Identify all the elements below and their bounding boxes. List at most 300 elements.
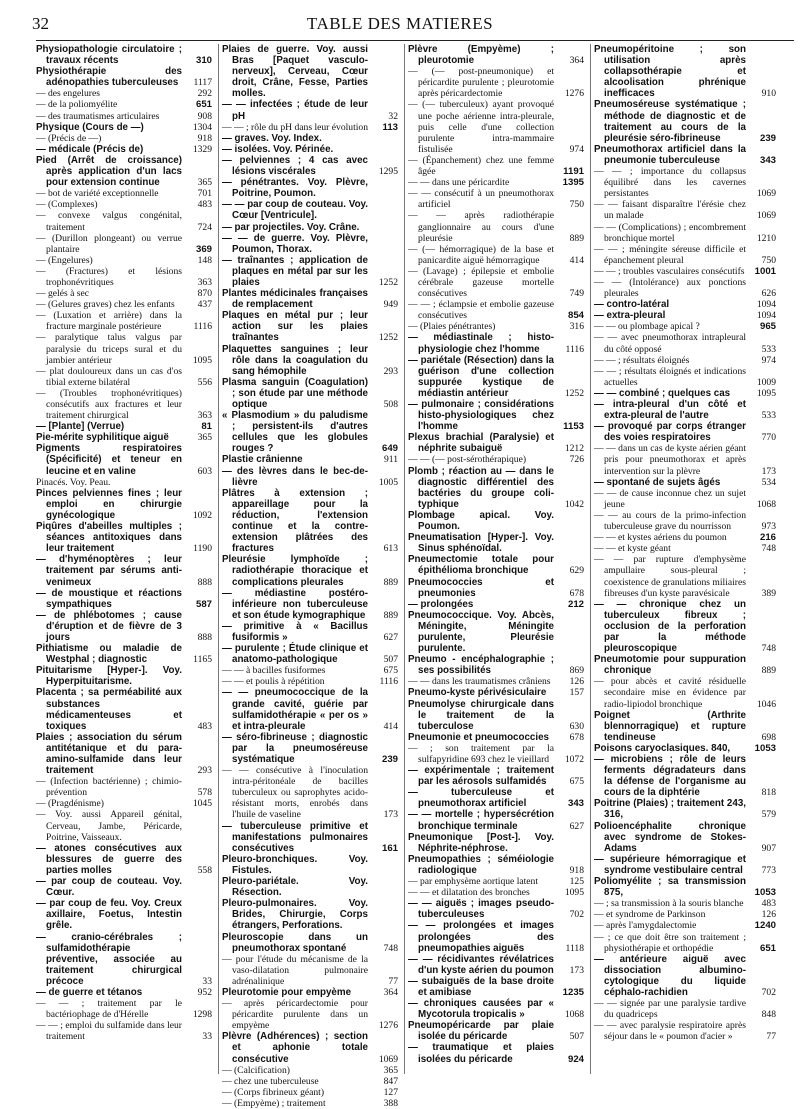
entry-text: — (Épanchement) chez une femme âgée — [408, 154, 554, 178]
entry-text: — par emphysème aortique latent — [408, 876, 539, 888]
entry-text: — — dans un cas de kyste aérien géant pris pour pneumothorax et après intervention sur la plèvre — [594, 443, 746, 477]
entry-text: Poitrine (Plaies) ; traitement 243, 316, — [594, 798, 746, 821]
entry-page-ref: 363 — [197, 276, 212, 288]
entry-text: — et syndrome de Parkinson — [594, 909, 706, 921]
index-entry — [408, 244, 584, 266]
index-entry — [408, 976, 584, 998]
entry-text: Plombage apical. Voy. Poumon. — [408, 509, 554, 533]
index-entry — [222, 255, 398, 288]
entry-text: — — et dilatation des bronches — [408, 887, 530, 899]
index-entry — [222, 621, 398, 643]
index-entry — [222, 199, 398, 221]
index-entry — [222, 665, 398, 676]
entry-page-ref: 908 — [197, 110, 212, 122]
index-entry — [222, 155, 398, 177]
index-entry — [36, 477, 212, 488]
index-entry — [222, 344, 398, 377]
entry-text: — — signée par une paralysie tardive du quadriceps — [594, 998, 746, 1021]
index-entry — [594, 332, 776, 354]
index-entry — [594, 421, 776, 443]
entry-text: Physiopathologie circulatoire ; travaux récents — [36, 44, 182, 67]
index-entry — [222, 133, 398, 144]
index-entry — [222, 687, 398, 731]
entry-page-ref: 1212 — [564, 443, 584, 455]
index-entry — [408, 854, 584, 876]
entry-text: — ; sa transmission à la souris blanche — [594, 898, 744, 910]
entry-page-ref: 1094 — [756, 310, 776, 322]
index-entry — [36, 588, 212, 610]
entry-page-ref: 127 — [383, 1086, 398, 1098]
entry-page-ref: 507 — [569, 1031, 584, 1043]
entry-text: Pneumopathies ; séméiologie radiologique — [408, 853, 554, 876]
entry-page-ref: 748 — [761, 643, 776, 655]
entry-text: — — à bacilles fusiformes — [222, 665, 326, 677]
page-title: TABLE DES MATIERES — [306, 14, 494, 33]
column-divider — [218, 44, 219, 1074]
entry-text: Pie-mérite syphilitique aiguë — [36, 432, 169, 444]
entry-text: — — avec pneumothorax intrapleural du côté opposé — [594, 332, 746, 355]
index-entry — [408, 177, 584, 188]
index-entry — [36, 876, 212, 898]
entry-text: — (Empyème) ; traitement — [222, 1097, 326, 1109]
entry-text: — de phlébotomes ; cause d'éruption et de fièvre de 3 jours — [36, 609, 182, 643]
entry-text: Plastie crânienne — [222, 454, 303, 466]
entry-text: — — au cours de la primo-infection tuberculeuse grave du nourrisson — [594, 509, 746, 533]
index-entry — [408, 577, 584, 599]
index-entry — [408, 676, 584, 687]
entry-page-ref: 748 — [761, 543, 776, 555]
index-entry — [594, 543, 776, 554]
entry-text: — — ; résultats éloignés — [594, 354, 690, 366]
entry-text: Placenta ; sa perméabilité aux substances médicamenteuses et toxiques — [36, 687, 182, 732]
entry-page-ref: 388 — [383, 1097, 398, 1109]
entry-text: Plaies de guerre. Voy. aussi Bras [Paquet vasculo-nerveux], Cerveau, Cœur droit, Crâne, Fesse, Parties molles. — [222, 44, 368, 100]
entry-page-ref: 1210 — [756, 232, 776, 244]
index-entry — [222, 222, 398, 233]
entry-text: — [Plante] (Verrue) — [36, 421, 125, 433]
entry-text: — — ; troubles vasculaires consécutifs — [594, 265, 745, 277]
index-entry — [594, 488, 776, 510]
index-entry — [222, 466, 398, 488]
entry-text: — supérieure hémorragique et syndrome vestibulaire central — [594, 853, 746, 876]
entry-text: Plexus brachial (Paralysie) et néphrite subaiguë — [408, 432, 554, 455]
index-entry — [36, 643, 212, 665]
entry-page-ref: 414 — [383, 720, 398, 732]
entry-page-ref: 678 — [569, 587, 584, 599]
entry-text: Poliomyélite ; sa transmission 875, — [594, 876, 746, 899]
index-entry — [408, 332, 584, 354]
entry-text: Pneumo-kyste périvésiculaire — [408, 687, 547, 699]
entry-page-ref: 173 — [569, 964, 584, 976]
entry-page-ref: 533 — [761, 410, 776, 422]
entry-page-ref: 1053 — [754, 742, 776, 754]
index-entry — [408, 954, 584, 976]
index-entry — [594, 532, 776, 543]
index-entry — [36, 44, 212, 66]
entry-page-ref: 974 — [569, 143, 584, 155]
entry-page-ref: 702 — [569, 909, 584, 921]
entry-page-ref: 293 — [383, 365, 398, 377]
index-entry — [594, 388, 776, 399]
entry-text: Poisons caryoclasiques. 840, — [594, 742, 731, 754]
index-entry — [408, 210, 584, 243]
index-entry — [408, 876, 584, 887]
index-entry — [36, 111, 212, 122]
entry-page-ref: 1118 — [565, 942, 584, 954]
index-entry — [408, 399, 584, 432]
entry-page-ref: 869 — [569, 665, 584, 677]
entry-page-ref: 1240 — [754, 920, 776, 932]
entry-text: — — ou plombage apical ? — [594, 321, 700, 333]
entry-text: — — ; résultats éloignés et indications actuelles — [594, 365, 746, 388]
header-rule — [36, 40, 794, 41]
entry-text: — tuberculeuse primitive et manifestations pulmonaires consécutives — [222, 820, 368, 854]
entry-text: — des engelures — [36, 88, 100, 100]
index-entry — [222, 44, 398, 99]
entry-page-ref: 1252 — [378, 332, 398, 344]
entry-text: — chroniques causées par « Mycotorula tropicalis » — [408, 998, 554, 1021]
entry-page-ref: 750 — [569, 199, 584, 211]
index-entry — [36, 554, 212, 587]
index-entry — [222, 643, 398, 665]
entry-text: — spontané de sujets âgés — [594, 476, 721, 488]
index-entry — [36, 998, 212, 1020]
index-entry — [222, 765, 398, 820]
entry-page-ref: 1191 — [563, 166, 584, 178]
entry-text: — pulmonaire ; considérations histo-physiologiques chez l'homme — [408, 399, 554, 433]
entry-page-ref: 113 — [382, 121, 398, 133]
entry-page-ref: 698 — [761, 731, 776, 743]
entry-text: — — ; rôle du pH dans leur évolution — [222, 121, 369, 133]
entry-text: Plasma sanguin (Coagulation) ; son étude par une méthode optique — [222, 376, 368, 410]
index-entry — [36, 155, 212, 188]
index-entry — [594, 244, 776, 266]
entry-page-ref: 363 — [197, 410, 212, 422]
entry-page-ref: 907 — [761, 842, 776, 854]
index-entry — [594, 554, 776, 598]
entry-page-ref: 870 — [197, 288, 212, 300]
entry-text: — gelés à sec — [36, 288, 90, 300]
index-entry — [594, 399, 776, 421]
entry-text: Pneumoséreuse systématique ; méthode de diagnostic et de traitement au cours de la pleurésie séro-fibrineuse — [594, 99, 746, 144]
entry-page-ref: 1190 — [193, 543, 212, 555]
entry-text: Pleurotomie pour empyème — [222, 986, 352, 998]
index-entry — [36, 610, 212, 643]
entry-page-ref: 651 — [759, 942, 776, 954]
index-entry — [594, 909, 776, 920]
entry-page-ref: 369 — [195, 243, 212, 255]
index-entry — [408, 466, 584, 510]
index-entry — [594, 854, 776, 876]
entry-text: — — ; traitement par le bactériophage de d'Hérelle — [36, 998, 182, 1021]
index-entry — [36, 776, 212, 798]
entry-text: — extra-pleural — [594, 310, 666, 322]
index-entry — [36, 665, 212, 687]
entry-page-ref: 649 — [381, 443, 398, 455]
entry-page-ref: 748 — [383, 942, 398, 954]
index-entry — [36, 421, 212, 432]
index-entry — [36, 310, 212, 332]
entry-text: Pleuro-pulmonaires. Voy. Brides, Chirurgie, Corps étrangers, Perforations. — [222, 898, 368, 932]
index-entry — [408, 432, 584, 454]
entry-page-ref: 239 — [759, 132, 776, 144]
entry-text: Plaques en métal pur ; leur action sur les plaies traînantes — [222, 310, 368, 344]
index-entry — [222, 1087, 398, 1098]
index-entry — [36, 521, 212, 554]
entry-page-ref: 848 — [761, 1009, 776, 1021]
index-entry — [594, 166, 776, 199]
entry-page-ref: 701 — [197, 188, 212, 200]
index-entry — [594, 743, 776, 754]
entry-page-ref: 157 — [569, 687, 584, 699]
entry-page-ref: 364 — [383, 986, 398, 998]
entry-page-ref: 750 — [761, 254, 776, 266]
index-column-2 — [222, 44, 398, 1109]
index-entry — [408, 66, 584, 99]
entry-text: — — consécutive à l'inoculation intra-péritonéale de bacilles tuberculeux ou saprophytes acido-résistant morts, enrobés dans l'huile de vaseline — [222, 765, 368, 821]
entry-page-ref: 847 — [383, 1075, 398, 1087]
entry-page-ref: 924 — [567, 1053, 584, 1065]
entry-page-ref: 365 — [197, 432, 212, 444]
entry-text: Plaquettes sanguines ; leur rôle dans la coagulation du sang hémophile — [222, 343, 368, 377]
entry-page-ref: 965 — [759, 321, 776, 333]
entry-page-ref: 216 — [759, 532, 776, 544]
entry-text: — pour abcès et cavité résiduelle secondaire mise en évidence par radio-lipiodol bronchique — [594, 676, 746, 710]
entry-text: Pied (Arrêt de croissance) après application d'un lacs pour extension continue — [36, 154, 182, 189]
entry-text: — médiastinale ; histo-physiologie chez l'homme — [408, 332, 554, 355]
entry-page-ref: 627 — [383, 631, 398, 643]
entry-text: Pneumococcies et pneumonies — [408, 576, 554, 599]
entry-page-ref: 173 — [383, 809, 398, 821]
entry-text: — microbiens ; rôle de leurs ferments dégradateurs dans la défense de l'organisme au cours de la diphtérie — [594, 754, 746, 799]
index-entry — [36, 88, 212, 99]
entry-page-ref: 126 — [761, 909, 776, 921]
entry-text: — par coup de feu. Voy. Creux axillaire, Foetus, Intestin grêle. — [36, 898, 182, 932]
entry-page-ref: 1395 — [562, 177, 584, 189]
index-entry — [594, 144, 776, 166]
index-entry — [222, 288, 398, 310]
entry-text: Plomb ; réaction au — dans le diagnostic différentiel des bactéries du groupe coli-typhique — [408, 465, 554, 510]
entry-text: — — (Intolérance) aux ponctions pleurales — [594, 276, 746, 300]
entry-page-ref: 32 — [388, 110, 398, 122]
entry-text: Pneumothorax artificiel dans la pneumonie tuberculeuse — [594, 143, 746, 166]
index-entry — [408, 887, 584, 898]
entry-page-ref: 1095 — [192, 354, 212, 366]
entry-page-ref: 1153 — [563, 421, 584, 433]
index-entry — [36, 443, 212, 476]
entry-text: — pour l'étude du mécanisme de la vaso-dilatation pulmonaire adrénalinique — [222, 953, 368, 987]
entry-page-ref: 414 — [569, 254, 584, 266]
entry-page-ref: 587 — [195, 598, 212, 610]
index-entry — [222, 1065, 398, 1076]
entry-text: — chez une tuberculeuse — [222, 1075, 319, 1087]
entry-page-ref: 556 — [197, 376, 212, 388]
entry-page-ref: 507 — [383, 654, 398, 666]
entry-text: Pleuro-pariétale. Voy. Résection. — [222, 876, 368, 899]
index-entry — [408, 599, 584, 610]
index-entry — [36, 366, 212, 388]
index-entry — [594, 310, 776, 321]
index-entry — [222, 676, 398, 687]
entry-text: — — ; importance du collapsus équilibré dans les cavernes persistantes — [594, 166, 746, 200]
entry-text: Pleurésie lymphoïde ; radiothérapie thoracique et complications pleurales — [222, 554, 368, 588]
entry-page-ref: 1068 — [564, 1009, 584, 1021]
index-entry — [36, 144, 212, 155]
entry-page-ref: 973 — [761, 521, 776, 533]
index-entry — [408, 155, 584, 177]
entry-page-ref: 1116 — [193, 321, 212, 333]
entry-page-ref: 212 — [567, 598, 584, 610]
index-entry — [222, 454, 398, 465]
index-entry — [594, 710, 776, 743]
entry-page-ref: 678 — [569, 731, 584, 743]
entry-text: — isolées. Voy. Périnée. — [222, 143, 334, 155]
entry-text: — des traumatismes articulaires — [36, 110, 160, 122]
entry-page-ref: 675 — [383, 665, 398, 677]
index-entry — [408, 554, 584, 576]
index-entry — [594, 932, 776, 954]
entry-text: — atones consécutives aux blessures de guerre des parties molles — [36, 842, 182, 876]
entry-text: — (Pragdénisme) — [36, 798, 104, 810]
entry-page-ref: 952 — [197, 986, 212, 998]
entry-text: — bot de variété exceptionnelle — [36, 188, 159, 200]
entry-text: — (Précis de —) — [36, 132, 102, 144]
index-entry — [594, 44, 776, 99]
entry-text: — médiastine postéro-inférieure non tuberculeuse et son étude kymographique — [222, 587, 368, 621]
entry-text: — plat douloureux dans un cas d'os tibial externe bilatéral — [36, 365, 182, 388]
entry-text: — de la poliomyélite — [36, 99, 118, 111]
index-entry — [408, 1020, 584, 1042]
entry-text: — (— tuberculeux) ayant provoqué une poche aérienne intra-pleurale, puis celle d'une collection purulente intra-mammaire fistulisée — [408, 99, 554, 155]
entry-page-ref: 33 — [202, 1031, 212, 1043]
entry-text: — — consécutif à un pneumothorax artificiel — [408, 188, 554, 211]
index-entry — [594, 355, 776, 366]
index-entry — [36, 99, 212, 110]
entry-page-ref: 770 — [761, 432, 776, 444]
index-entry — [36, 687, 212, 731]
entry-page-ref: 1116 — [565, 343, 584, 355]
index-entry — [222, 854, 398, 876]
entry-page-ref: 1069 — [378, 1053, 398, 1065]
entry-text: — (Calcification) — [222, 1064, 290, 1076]
entry-text: — ; ce que doit être son traitement ; physiothérapie et orthopédie — [594, 931, 746, 954]
index-entry — [222, 488, 398, 555]
index-entry — [594, 876, 776, 898]
index-entry — [222, 932, 398, 954]
index-entry — [36, 288, 212, 299]
entry-text: — paralytique talus valgus par paralysie du triceps sural et du jambier antérieur — [36, 332, 182, 366]
index-entry — [222, 821, 398, 854]
entry-text: — tuberculeuse et pneumothorax artificiel — [408, 787, 554, 810]
entry-text: — (Complexes) — [36, 199, 98, 211]
entry-page-ref: 888 — [197, 576, 212, 588]
entry-text: Plèvre (Empyème) ; pleurotomie — [408, 44, 554, 67]
entry-text: — provoqué par corps étranger des voies respiratoires — [594, 421, 746, 444]
entry-text: — — aiguës ; images pseudo-tuberculeuses — [408, 898, 554, 921]
entry-page-ref: 1298 — [192, 1009, 212, 1021]
index-entry — [222, 954, 398, 987]
entry-text: — (Engelures) — [36, 254, 93, 266]
index-entry — [36, 898, 212, 931]
index-entry — [408, 44, 584, 66]
entry-text: Plèvre (Adhérences) ; section et aphonie totale consécutive — [222, 1031, 368, 1065]
entry-text: Pneumopéritoine ; son utilisation après collapsothérapie et alcoolisation phrénique inefficaces — [594, 44, 746, 100]
entry-text: — Voy. aussi Appareil génital, Cerveau, Jambe, Péricarde, Poitrine, Vaisseaux. — [36, 809, 182, 843]
entry-text: — cranio-cérébrales ; sulfamidothérapie préventive, associée au traitement chirurgical précoce — [36, 931, 182, 987]
entry-text: — — pneumococcique de la grande cavité, guérie par sulfamidothérapie « per os » et intra-pleurale — [222, 687, 368, 732]
index-entry — [408, 787, 584, 809]
index-entry — [408, 732, 584, 743]
entry-text: Pneumococcique. Voy. Abcès, Méningite, Méningite purulente, Pleurésie purulente. — [408, 609, 554, 655]
entry-text: — (Troubles trophonévritiques) consécutifs aux fractures et leur traitement chirurgical — [36, 387, 182, 422]
index-column-3 — [408, 44, 584, 1074]
page-header — [0, 0, 800, 40]
entry-text: — par projectiles. Voy. Crâne. — [222, 221, 360, 233]
entry-text: Pigments respiratoires (Spécificité) et teneur en leucine et en valine — [36, 443, 182, 477]
entry-page-ref: 1046 — [756, 698, 776, 710]
column-divider — [404, 44, 405, 1074]
entry-text: — — ; méningite séreuse difficile et épanchement pleural — [594, 243, 746, 266]
entry-text: Plâtres à extension ; appareillage pour la réduction, l'extension continue et la contre-extension plâtrées des fractures — [222, 487, 368, 555]
entry-text: — — dans une péricardite — [408, 177, 510, 189]
entry-text: Polioencéphalite chronique avec syndrome de Stokes-Adams — [594, 820, 746, 854]
entry-text: — ; son traitement par la sulfapyridine 693 chez le vieillard — [408, 742, 554, 765]
entry-text: — traînantes ; application de plaques en métal par sur les plaies — [222, 254, 368, 288]
entry-text: — après l'amygdalectomie — [594, 920, 697, 932]
index-entry — [222, 144, 398, 155]
index-entry — [36, 1020, 212, 1042]
entry-page-ref: 911 — [383, 454, 398, 466]
entry-page-ref: 1042 — [564, 498, 584, 510]
entry-text: — — combiné ; quelques cas — [594, 387, 731, 399]
entry-page-ref: 579 — [761, 809, 776, 821]
entry-page-ref: 365 — [197, 177, 212, 189]
entry-text: Piqûres d'abeilles multiples ; séances antitoxiques dans leur traitement — [36, 521, 182, 555]
entry-text: — de guerre et tétanos — [36, 986, 143, 998]
entry-page-ref: 533 — [761, 343, 776, 355]
index-entry — [408, 832, 584, 854]
entry-text: Pneumatisation [Hyper-]. Voy. Sinus sphénoïdal. — [408, 532, 554, 555]
index-entry — [408, 743, 584, 765]
entry-page-ref: 889 — [761, 665, 776, 677]
entry-page-ref: 1092 — [192, 509, 212, 521]
entry-page-ref: 1252 — [378, 276, 398, 288]
entry-page-ref: 239 — [381, 754, 398, 765]
index-entry — [408, 321, 584, 332]
entry-text: — — et poulis à répétition — [222, 676, 325, 688]
index-entry — [222, 310, 398, 343]
index-entry — [594, 998, 776, 1020]
entry-text: — (Plaies pénétrantes) — [408, 321, 496, 333]
entry-page-ref: 161 — [381, 842, 398, 854]
entry-page-ref: 1117 — [193, 77, 212, 89]
entry-page-ref: 1068 — [756, 498, 776, 510]
index-entry — [408, 610, 584, 654]
entry-page-ref: 483 — [761, 898, 776, 910]
entry-page-ref: 77 — [388, 975, 398, 987]
entry-text: — antérieure aiguë avec dissociation albumino-cytologique du liquide céphalo-rachidien — [594, 953, 746, 998]
entry-page-ref: 629 — [569, 565, 584, 577]
entry-page-ref: 1094 — [756, 299, 776, 311]
index-entry — [408, 654, 584, 676]
index-entry — [222, 377, 398, 410]
entry-text: — pénétrantes. Voy. Plèvre, Poitrine, Poumon. — [222, 177, 368, 200]
entry-page-ref: 389 — [761, 587, 776, 599]
entry-text: — (— hémorragique) de la base et panicardite aiguë hémorragique — [408, 243, 554, 266]
entry-text: Pneumonique [Post-]. Voy. Néphrite-néphrose. — [408, 831, 554, 854]
entry-page-ref: 889 — [569, 232, 584, 244]
entry-page-ref: 627 — [569, 820, 584, 832]
